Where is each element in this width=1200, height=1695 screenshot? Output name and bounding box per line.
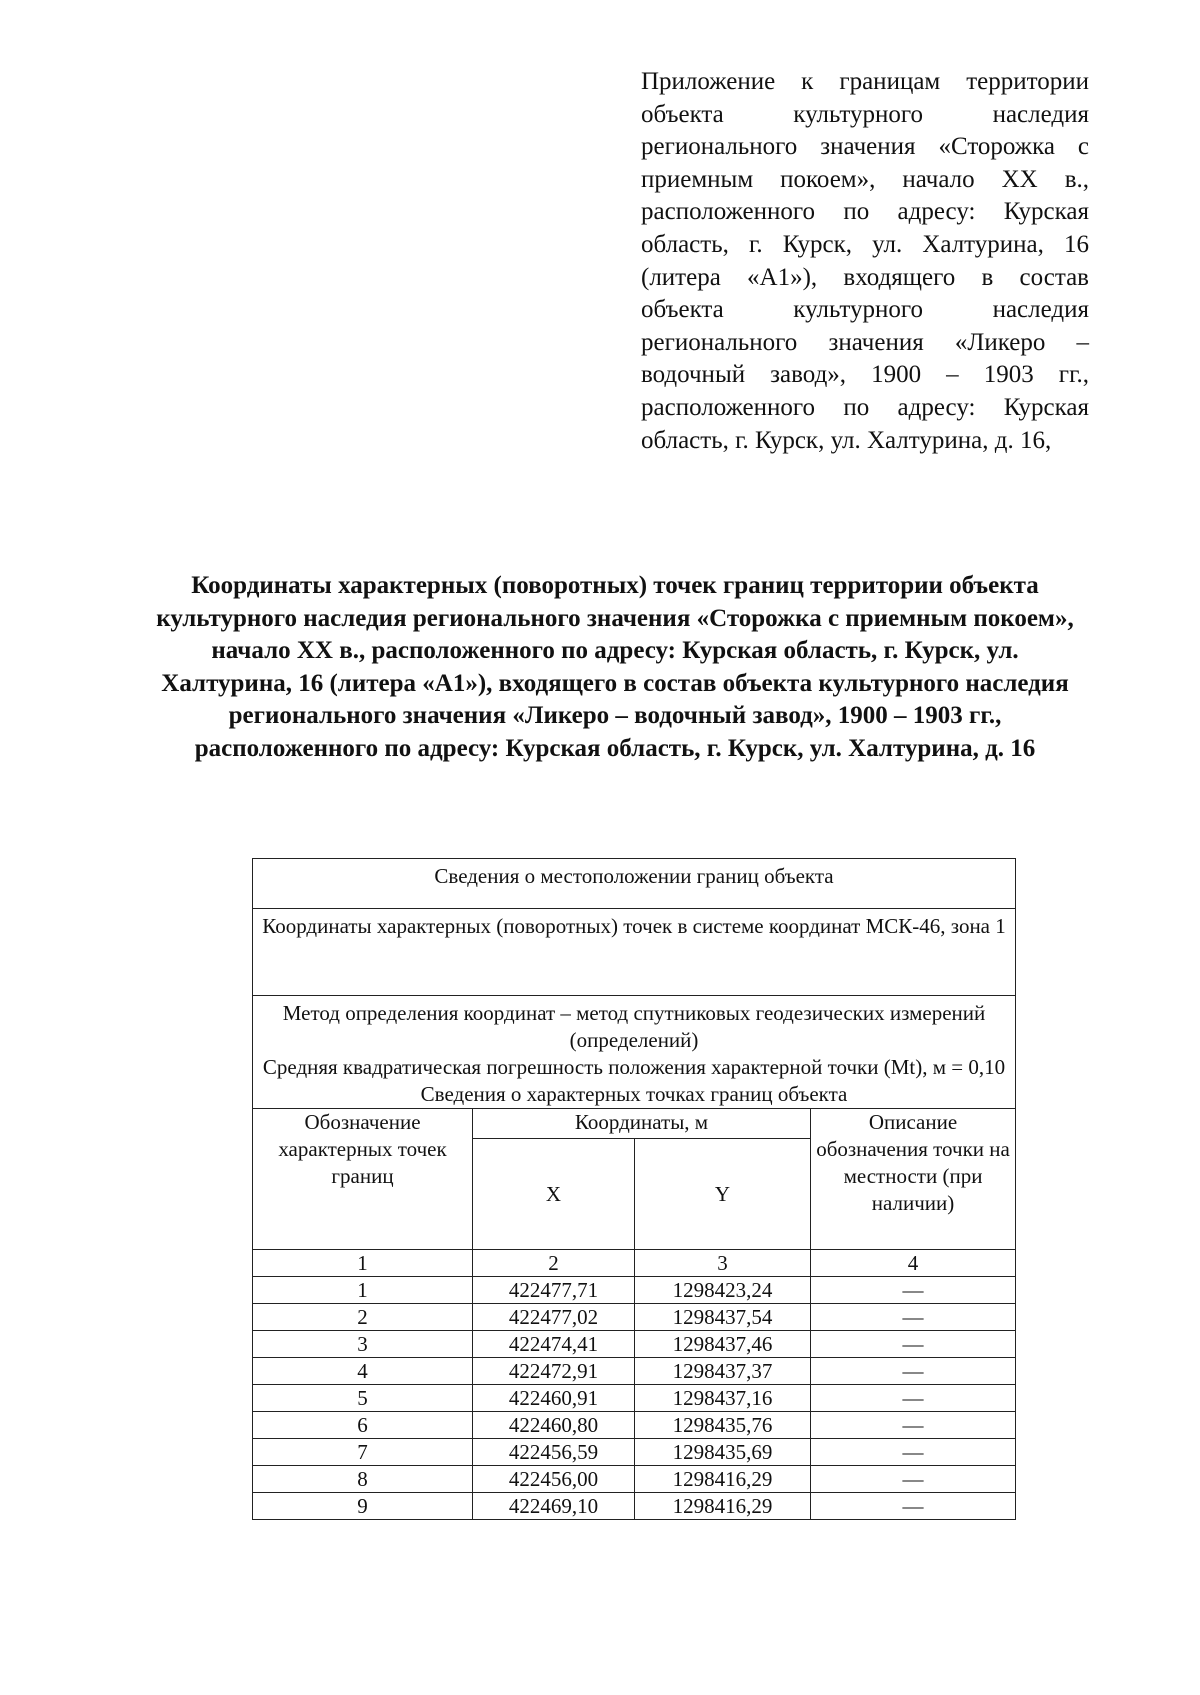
point-x: 422456,59: [473, 1439, 635, 1466]
point-x: 422477,02: [473, 1304, 635, 1331]
point-description: —: [811, 1358, 1016, 1385]
point-y: 1298437,46: [635, 1331, 811, 1358]
header-row-1: [253, 1109, 1016, 1139]
appendix-note: Приложение к границам территории объекта культурного наследия регионального значения «Сторожка с приемным покоем», начало XX в., расположенного по адресу: Курская область, г. Курск, ул. Халтурина, 16 (литера «А1»), входящего в состав объекта культурного наследия регионального значения «Ликеро – водочный завод», 1900 – 1903 гг., расположенного по адресу: Курская область, г. Курск, ул. Халтурина, д. 16,: [641, 68, 1089, 454]
points-caption: Сведения о характерных точках границ объекта: [420, 1082, 848, 1106]
point-number: 8: [253, 1466, 473, 1493]
point-y: 1298416,29: [635, 1466, 811, 1493]
point-description: —: [811, 1493, 1016, 1520]
point-number: 2: [253, 1304, 473, 1331]
point-number: 6: [253, 1412, 473, 1439]
point-number: 4: [253, 1358, 473, 1385]
point-number: 9: [253, 1493, 473, 1520]
coord-system-row: [253, 909, 1016, 996]
point-description: —: [811, 1385, 1016, 1412]
point-y: 1298437,16: [635, 1385, 811, 1412]
point-description: —: [811, 1304, 1016, 1331]
method-text: Метод определения координат – метод спутниковых геодезических измерений (определений): [282, 1001, 986, 1052]
header-y: Y: [635, 1139, 811, 1250]
point-y: 1298437,37: [635, 1358, 811, 1385]
table-row: [253, 1439, 1016, 1466]
column-number: 2: [473, 1250, 635, 1277]
method-row: [253, 996, 1016, 1109]
point-y: 1298423,24: [635, 1277, 811, 1304]
table-row: [253, 1331, 1016, 1358]
point-number: 1: [253, 1277, 473, 1304]
point-y: 1298435,69: [635, 1439, 811, 1466]
point-x: 422472,91: [473, 1358, 635, 1385]
column-numbers-row: [253, 1250, 1016, 1277]
point-x: 422460,91: [473, 1385, 635, 1412]
table-title-row: [253, 859, 1016, 909]
point-x: 422469,10: [473, 1493, 635, 1520]
table-row: [253, 1358, 1016, 1385]
point-x: 422456,00: [473, 1466, 635, 1493]
point-description: —: [811, 1277, 1016, 1304]
table-row: [253, 1493, 1016, 1520]
point-description: —: [811, 1331, 1016, 1358]
table-title: Сведения о местоположении границ объекта: [253, 859, 1016, 909]
point-description: —: [811, 1439, 1016, 1466]
table-row: [253, 1412, 1016, 1439]
table-row: [253, 1277, 1016, 1304]
coordinates-table: [252, 858, 1016, 1520]
header-designation: Обозначение характерных точек границ: [253, 1109, 473, 1250]
method-cell: [253, 996, 1016, 1109]
point-x: 422477,71: [473, 1277, 635, 1304]
column-number: 1: [253, 1250, 473, 1277]
document-heading: Координаты характерных (поворотных) точек границ территории объекта культурного наследия регионального значения «Сторожка с приемным покоем», начало XX в., расположенного по адресу: Курская область, г. Курск, ул. Халтурина, 16 (литера «А1»), входящего в состав объекта культурного наследия регионального значения «Ликеро – водочный завод», 1900 – 1903 гг., расположенного по адресу: Курская область, г. Курск, ул. Халтурина, д. 16: [156, 572, 1074, 762]
header-x: X: [473, 1139, 635, 1250]
point-x: 422460,80: [473, 1412, 635, 1439]
header-description: Описание обозначения точки на местности (при наличии): [811, 1109, 1016, 1250]
point-number: 7: [253, 1439, 473, 1466]
header-coordinates: Координаты, м: [473, 1109, 811, 1139]
table-row: [253, 1385, 1016, 1412]
point-y: 1298416,29: [635, 1493, 811, 1520]
accuracy-text: Средняя квадратическая погрешность положения характерной точки (Mt), м = 0,10: [262, 1055, 1006, 1079]
point-y: 1298435,76: [635, 1412, 811, 1439]
coord-system-text: Координаты характерных (поворотных) точек в системе координат МСК-46, зона 1: [253, 909, 1016, 996]
point-number: 5: [253, 1385, 473, 1412]
table-row: [253, 1466, 1016, 1493]
column-number: 3: [635, 1250, 811, 1277]
point-y: 1298437,54: [635, 1304, 811, 1331]
point-description: —: [811, 1412, 1016, 1439]
point-number: 3: [253, 1331, 473, 1358]
point-description: —: [811, 1466, 1016, 1493]
point-x: 422474,41: [473, 1331, 635, 1358]
table-row: [253, 1304, 1016, 1331]
column-number: 4: [811, 1250, 1016, 1277]
